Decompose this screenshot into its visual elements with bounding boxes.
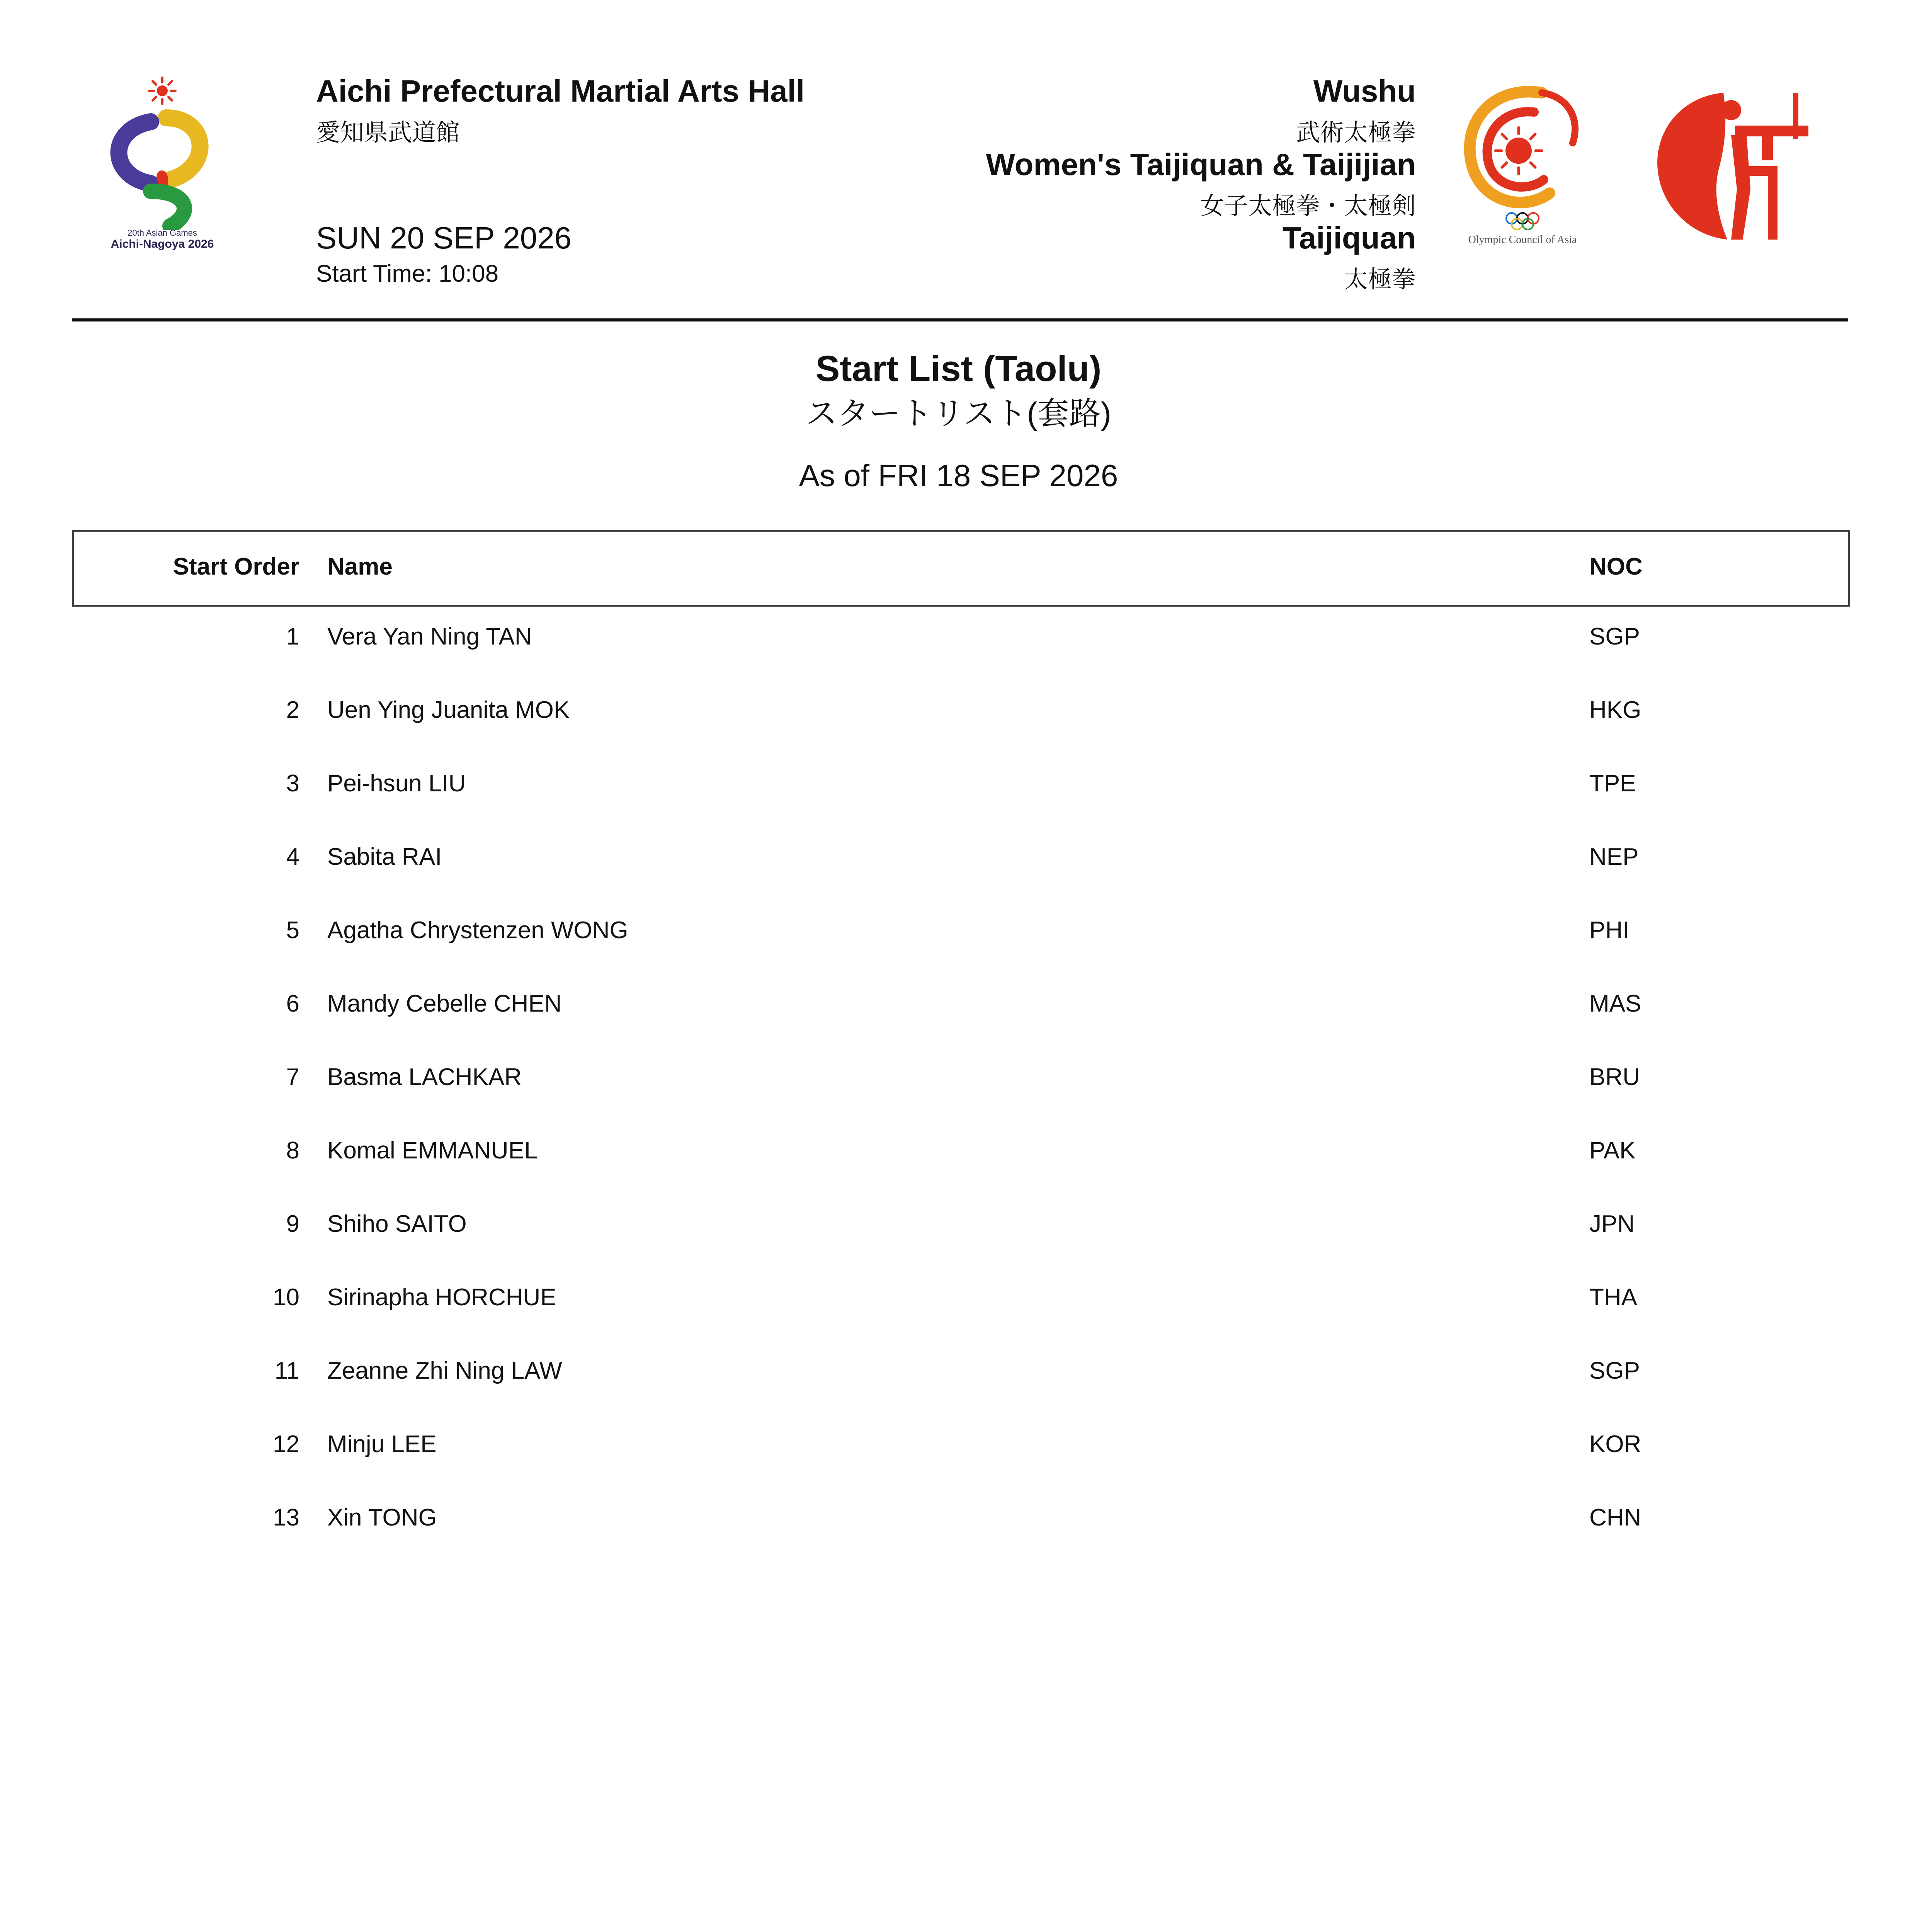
start-order-cell: 2 [286,697,299,723]
noc-cell: CHN [1589,1504,1641,1531]
start-order-cell: 1 [286,623,299,650]
start-order-cell: 12 [273,1431,299,1458]
athlete-name-cell: Uen Ying Juanita MOK [327,697,570,723]
noc-cell: THA [1589,1284,1637,1311]
noc-cell: NEP [1589,844,1639,870]
games-logo-line1: 20th Asian Games [128,228,197,238]
phase-name: Taijiquan [1282,221,1416,255]
table-header [72,530,1850,607]
table-row [72,676,1850,750]
start-order-cell: 7 [286,1064,299,1090]
table-row [72,1337,1850,1410]
games-logo-line2: Aichi-Nagoya 2026 [111,238,214,250]
event-name: Women's Taijiquan & Taijijian [986,147,1416,182]
table-row [72,1117,1850,1190]
sport-name-jp: 武術太極拳 [1296,119,1416,146]
athlete-name-cell: Xin TONG [327,1504,437,1531]
column-header-noc: NOC [1589,553,1643,580]
event-date: SUN 20 SEP 2026 [316,221,572,255]
athlete-name-cell: Sabita RAI [327,844,442,870]
report-title-jp: スタートリスト(套路) [806,396,1111,431]
athlete-name-cell: Shiho SAITO [327,1211,467,1237]
athlete-name-cell: Pei-hsun LIU [327,770,466,797]
athlete-name-cell: Mandy Cebelle CHEN [327,990,562,1017]
start-order-cell: 3 [286,770,299,797]
table-row [72,603,1850,676]
column-header-name: Name [327,553,393,580]
sport-name: Wushu [1313,74,1416,108]
noc-cell: PHI [1589,917,1630,944]
noc-cell: PAK [1589,1137,1636,1164]
event-name-jp: 女子太極拳・太極剣 [1200,193,1416,219]
asian-games-logo [93,75,232,257]
start-order-cell: 6 [286,990,299,1017]
noc-cell: BRU [1589,1064,1640,1090]
start-order-cell: 4 [286,844,299,870]
asian-games-emblem-icon [93,75,232,230]
header-rule [72,318,1848,321]
table-row [72,1410,1850,1484]
start-time: Start Time: 10:08 [316,260,499,287]
venue-name-jp: 愛知県武道館 [316,119,460,146]
phase-name-jp: 太極拳 [1344,266,1416,293]
table-row [72,1484,1850,1557]
noc-cell: JPN [1589,1211,1635,1237]
column-header-start-order: Start Order [173,553,299,580]
report-title: Start List (Taolu) [815,348,1102,389]
table-row [72,1043,1850,1117]
athlete-name-cell: Komal EMMANUEL [327,1137,538,1164]
athlete-name-cell: Agatha Chrystenzen WONG [327,917,628,944]
noc-cell: SGP [1589,623,1640,650]
athlete-name-cell: Minju LEE [327,1431,437,1458]
oca-text: Olympic Council of Asia [1468,234,1577,246]
athlete-name-cell: Sirinapha HORCHUE [327,1284,556,1311]
start-order-cell: 5 [286,917,299,944]
table-row [72,1264,1850,1337]
wushu-pictogram [1654,89,1808,243]
table-row [72,823,1850,896]
as-of-date: As of FRI 18 SEP 2026 [799,458,1118,493]
table-row [72,896,1850,970]
venue-name: Aichi Prefectural Martial Arts Hall [316,74,805,108]
table-row [72,750,1850,823]
wushu-athlete-icon [1654,89,1808,243]
start-order-cell: 9 [286,1211,299,1237]
athlete-name-cell: Vera Yan Ning TAN [327,623,532,650]
table-row [72,970,1850,1043]
noc-cell: HKG [1589,697,1641,723]
oca-emblem-icon [1445,77,1600,240]
start-order-cell: 11 [274,1357,299,1384]
start-order-cell: 13 [273,1504,299,1531]
noc-cell: TPE [1589,770,1636,797]
noc-cell: SGP [1589,1357,1640,1384]
athlete-name-cell: Zeanne Zhi Ning LAW [327,1357,562,1384]
noc-cell: KOR [1589,1431,1641,1458]
table-row [72,1190,1850,1264]
athlete-name-cell: Basma LACHKAR [327,1064,522,1090]
oca-logo [1445,77,1600,251]
start-order-cell: 8 [286,1137,299,1164]
noc-cell: MAS [1589,990,1641,1017]
start-order-cell: 10 [273,1284,299,1311]
